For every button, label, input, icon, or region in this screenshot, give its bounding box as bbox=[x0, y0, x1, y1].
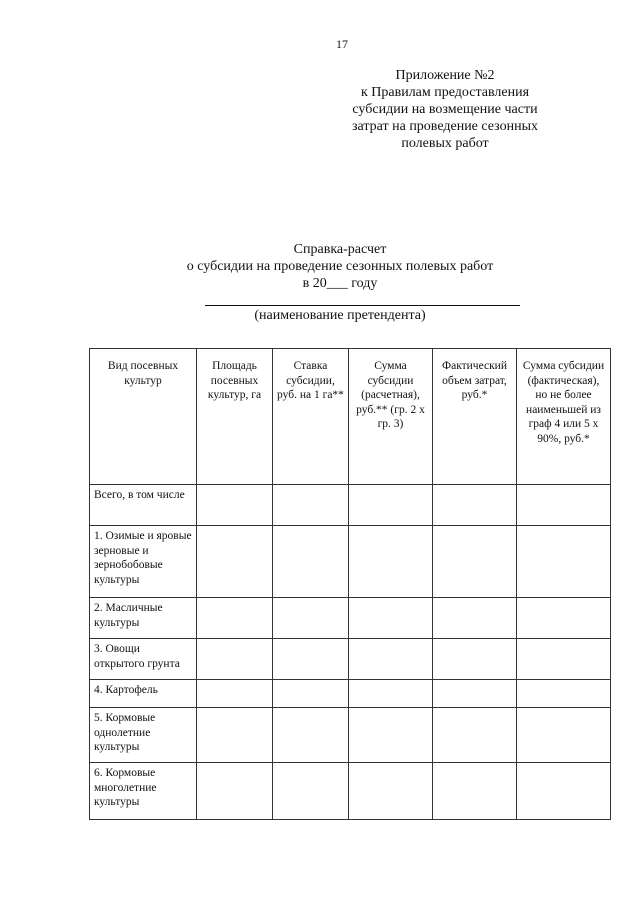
empty-cell[interactable] bbox=[517, 708, 611, 763]
crop-type-cell: 1. Озимые и яровые зерновые и зернобобовые культуры bbox=[90, 526, 197, 598]
table-row bbox=[90, 526, 611, 598]
column-header: Фактический объем затрат, руб.* bbox=[433, 349, 517, 485]
empty-cell[interactable] bbox=[349, 526, 433, 598]
column-header: Сумма субсидии (фактическая), но не более наименьшей из граф 4 или 5 х 90%, руб.* bbox=[517, 349, 611, 485]
empty-cell[interactable] bbox=[517, 526, 611, 598]
table-row bbox=[90, 598, 611, 639]
crop-type-cell: Всего, в том числе bbox=[90, 485, 197, 526]
empty-cell[interactable] bbox=[433, 708, 517, 763]
crop-type-cell: 3. Овощи открытого грунта bbox=[90, 639, 197, 680]
empty-cell[interactable] bbox=[197, 763, 273, 820]
crop-type-cell: 2. Масличные культуры bbox=[90, 598, 197, 639]
empty-cell[interactable] bbox=[349, 639, 433, 680]
empty-cell[interactable] bbox=[197, 598, 273, 639]
empty-cell[interactable] bbox=[197, 526, 273, 598]
empty-cell[interactable] bbox=[517, 763, 611, 820]
empty-cell[interactable] bbox=[517, 598, 611, 639]
subsidy-table bbox=[89, 348, 611, 820]
claimant-caption: (наименование претендента) bbox=[254, 308, 426, 323]
empty-cell[interactable] bbox=[273, 526, 349, 598]
empty-cell[interactable] bbox=[517, 680, 611, 708]
annex-heading bbox=[330, 67, 560, 152]
table-row bbox=[90, 680, 611, 708]
annex-line: к Правилам предоставления bbox=[360, 85, 530, 100]
crop-type-cell: 4. Картофель bbox=[90, 680, 197, 708]
empty-cell[interactable] bbox=[273, 763, 349, 820]
annex-line: субсидии на возмещение части bbox=[352, 102, 538, 117]
empty-cell[interactable] bbox=[273, 639, 349, 680]
column-header: Ставка субсидии, руб. на 1 га** bbox=[273, 349, 349, 485]
table-row bbox=[90, 708, 611, 763]
empty-cell[interactable] bbox=[517, 485, 611, 526]
empty-cell[interactable] bbox=[197, 639, 273, 680]
page-number: 17 bbox=[336, 37, 348, 51]
title-line: в 20___ году bbox=[302, 276, 378, 291]
column-header: Сумма субсидии (расчетная), руб.** (гр. 2 х гр. 3) bbox=[349, 349, 433, 485]
empty-cell[interactable] bbox=[273, 485, 349, 526]
empty-cell[interactable] bbox=[197, 708, 273, 763]
crop-type-cell: 6. Кормовые многолетние культуры bbox=[90, 763, 197, 820]
table-row bbox=[90, 763, 611, 820]
annex-line: Приложение №2 bbox=[395, 68, 495, 83]
empty-cell[interactable] bbox=[433, 763, 517, 820]
document-title bbox=[140, 241, 540, 292]
title-line: Справка-расчет bbox=[293, 242, 387, 257]
empty-cell[interactable] bbox=[517, 639, 611, 680]
empty-cell[interactable] bbox=[273, 680, 349, 708]
empty-cell[interactable] bbox=[433, 485, 517, 526]
empty-cell[interactable] bbox=[433, 680, 517, 708]
annex-line: полевых работ bbox=[401, 136, 489, 151]
empty-cell[interactable] bbox=[273, 598, 349, 639]
empty-cell[interactable] bbox=[349, 485, 433, 526]
annex-line: затрат на проведение сезонных bbox=[351, 119, 539, 134]
table-row bbox=[90, 485, 611, 526]
empty-cell[interactable] bbox=[349, 598, 433, 639]
column-header: Площадь посевных культур, га bbox=[197, 349, 273, 485]
empty-cell[interactable] bbox=[349, 763, 433, 820]
empty-cell[interactable] bbox=[433, 639, 517, 680]
empty-cell[interactable] bbox=[273, 708, 349, 763]
empty-cell[interactable] bbox=[349, 680, 433, 708]
empty-cell[interactable] bbox=[349, 708, 433, 763]
empty-cell[interactable] bbox=[197, 680, 273, 708]
empty-cell[interactable] bbox=[433, 526, 517, 598]
crop-type-cell: 5. Кормовые однолетние культуры bbox=[90, 708, 197, 763]
table-row bbox=[90, 639, 611, 680]
empty-cell[interactable] bbox=[197, 485, 273, 526]
column-header: Вид посевных культур bbox=[90, 349, 197, 485]
title-line: о субсидии на проведение сезонных полевых работ bbox=[186, 259, 494, 274]
empty-cell[interactable] bbox=[433, 598, 517, 639]
claimant-blank-line bbox=[205, 305, 520, 306]
